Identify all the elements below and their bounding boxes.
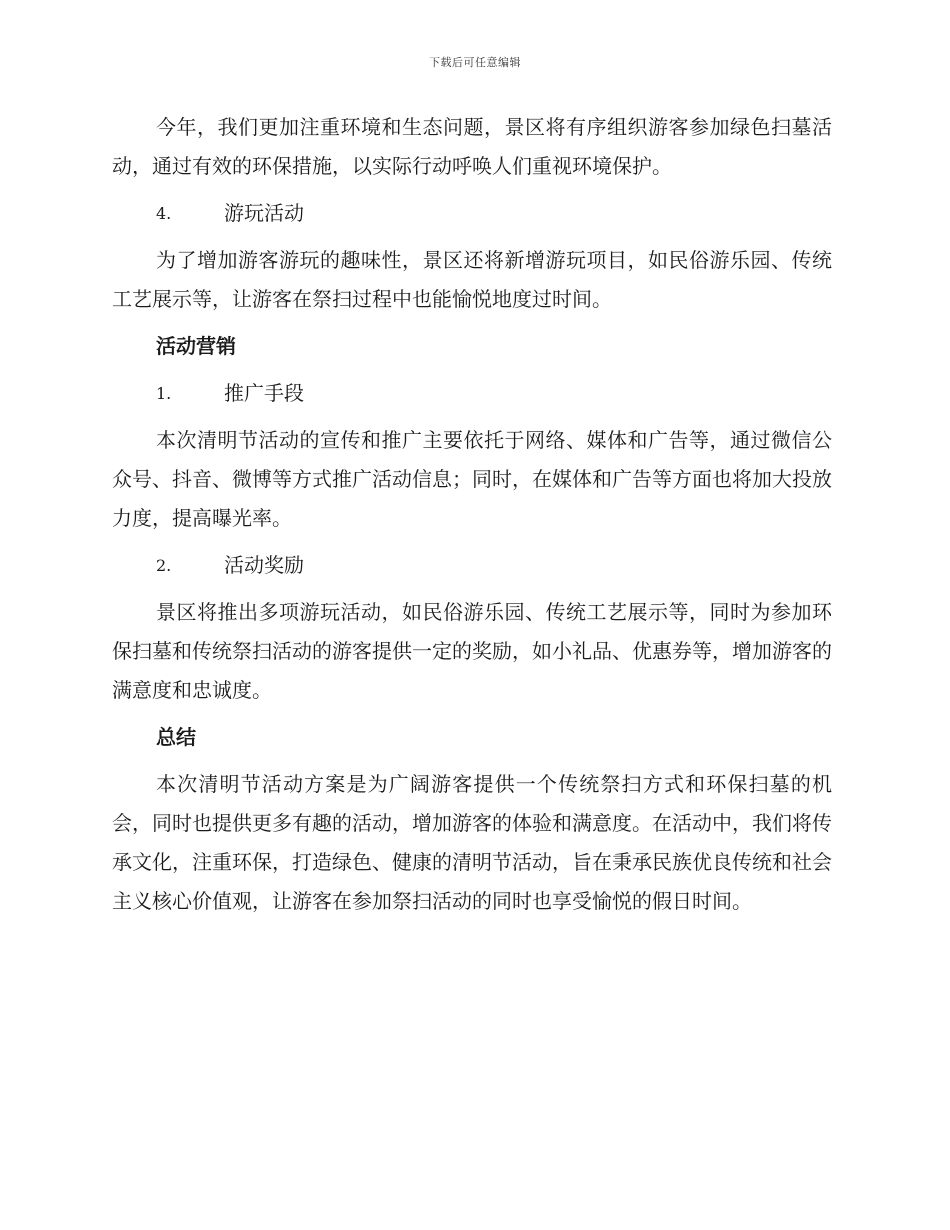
section-title-marketing: 活动营销 xyxy=(156,334,236,358)
list-label: 推广手段 xyxy=(224,381,304,405)
paragraph-green-tomb-sweeping: 今年，我们更加注重环境和生态问题，景区将有序组织游客参加绿色扫墓活动，通过有效的环保措施，以实际行动呼唤人们重视环境保护。 xyxy=(112,115,832,178)
paragraph-rewards: 景区将推出多项游玩活动，如民俗游乐园、传统工艺展示等，同时为参加环保扫墓和传统祭扫活动的游客提供一定的奖励，如小礼品、优惠券等，增加游客的满意度和忠诚度。 xyxy=(112,600,832,702)
list-number: 1. xyxy=(156,384,172,403)
document-body xyxy=(112,108,832,929)
list-number: 4. xyxy=(156,204,172,223)
paragraph-play-projects: 为了增加游客游玩的趣味性，景区还将新增游玩项目，如民俗游乐园、传统工艺展示等，让游客在祭扫过程中也能愉悦地度过时间。 xyxy=(112,248,832,311)
list-label: 游玩活动 xyxy=(224,201,304,225)
paragraph-summary: 本次清明节活动方案是为广阔游客提供一个传统祭扫方式和环保扫墓的机会，同时也提供更多有趣的活动，增加游客的体验和满意度。在活动中，我们将传承文化，注重环保，打造绿色、健康的清明节活动，旨在秉承民族优良传统和社会主义核心价值观，让游客在参加祭扫活动的同时也享受愉悦的假日时间。 xyxy=(112,772,832,913)
page-header: 下载后可任意编辑 xyxy=(429,56,521,69)
list-item-play-activities xyxy=(112,194,832,233)
list-label: 活动奖励 xyxy=(224,553,304,577)
section-title-summary: 总结 xyxy=(156,725,196,749)
paragraph-promotion: 本次清明节活动的宣传和推广主要依托于网络、媒体和广告等，通过微信公众号、抖音、微博等方式推广活动信息；同时，在媒体和广告等方面也将加大投放力度，提高曝光率。 xyxy=(112,428,832,530)
list-item-rewards xyxy=(112,546,832,585)
list-number: 2. xyxy=(156,556,172,575)
list-item-promotion xyxy=(112,374,832,413)
